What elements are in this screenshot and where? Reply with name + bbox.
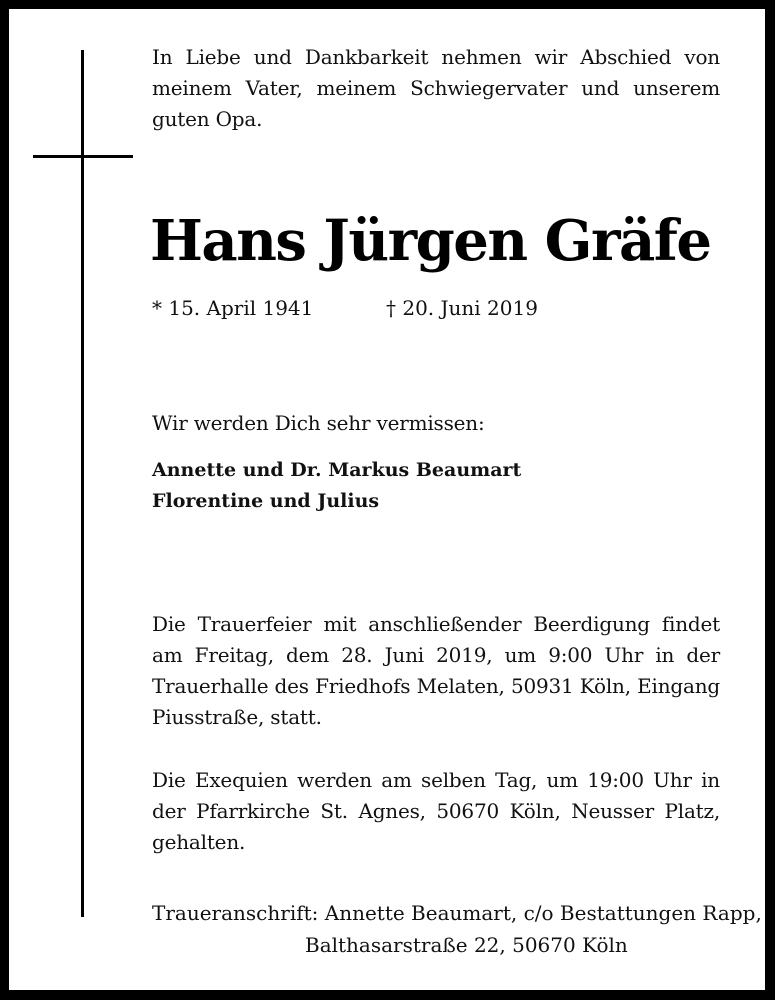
intro-block [152, 42, 720, 135]
exequien-text: Die Exequien werden am selben Tag, um 19:00 Uhr in der Pfarrkirche St. Agnes, 50670 Köln, Neusser Platz, gehalten. [152, 768, 720, 854]
deceased-name: Hans Jürgen Gräfe [150, 208, 711, 274]
cross-bar [33, 155, 133, 158]
family-line: Florentine und Julius [152, 490, 380, 512]
address-line: Traueranschrift: Annette Beaumart, c/o Bestattungen Rapp, [152, 901, 762, 925]
funeral-block [152, 609, 720, 733]
intro-text: In Liebe und Dankbarkeit nehmen wir Abschied von meinem Vater, meinem Schwiegervater und unserem guten Opa. [152, 45, 720, 131]
funeral-text: Die Trauerfeier mit anschließender Beerdigung findet am Freitag, dem 28. Juni 2019, um 9:00 Uhr in der Trauerhalle des Friedhofs Melaten, 50931 Köln, Eingang Piusstraße, statt. [152, 612, 720, 729]
address-line: Balthasarstraße 22, 50670 Köln [305, 933, 628, 957]
death-date: † 20. Juni 2019 [386, 296, 538, 320]
cross-icon [81, 50, 84, 917]
exequien-block [152, 765, 720, 858]
birth-date: * 15. April 1941 [152, 296, 314, 320]
miss-text: Wir werden Dich sehr vermissen: [152, 411, 485, 435]
miss-block [152, 408, 720, 439]
family-line: Annette und Dr. Markus Beaumart [152, 459, 522, 481]
mourning-address [152, 897, 762, 961]
family-block [152, 455, 720, 517]
